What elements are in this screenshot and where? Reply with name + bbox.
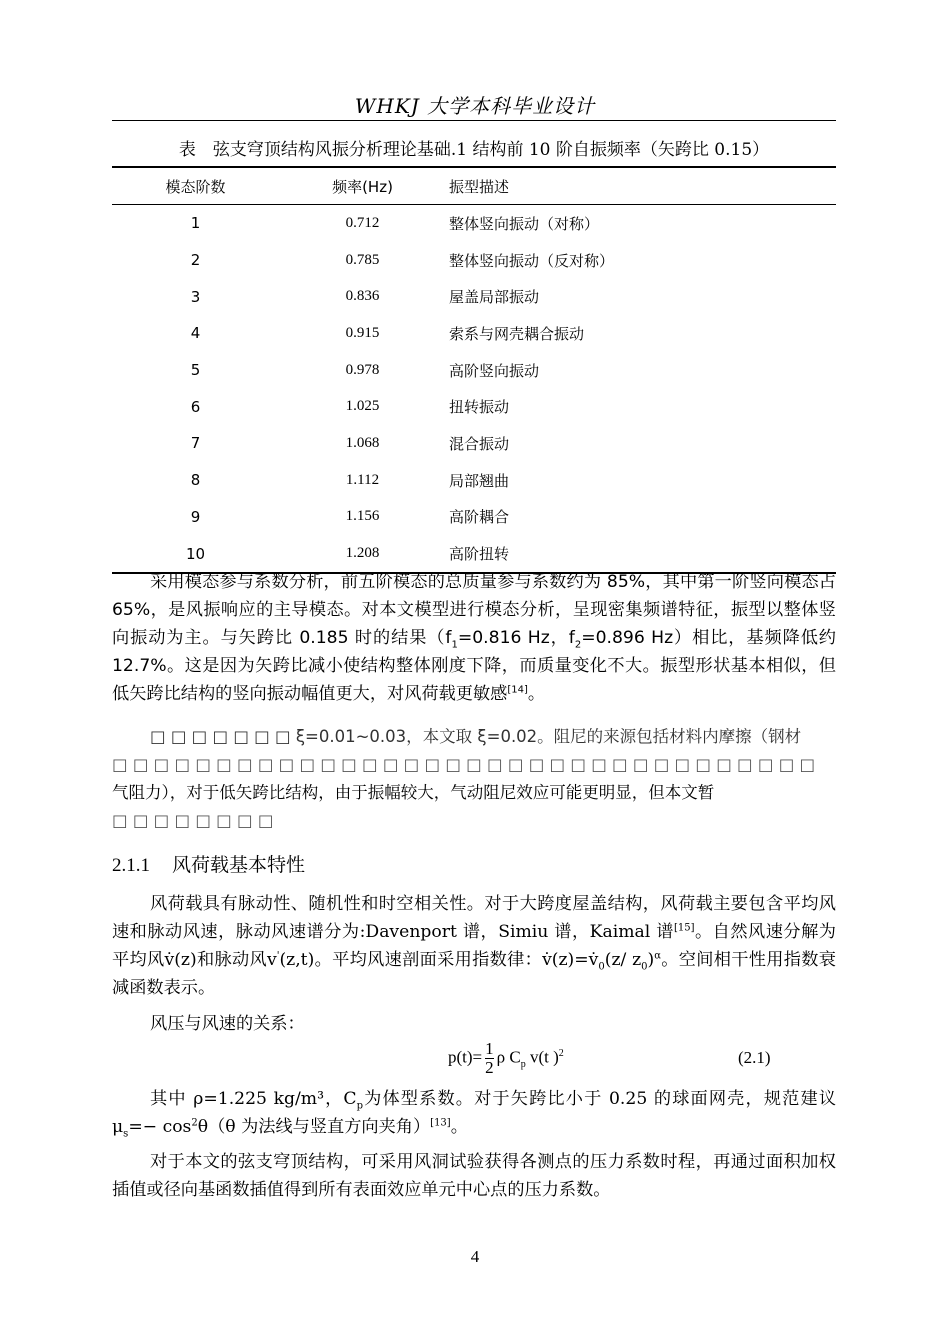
table-body <box>112 205 836 573</box>
subscript: p <box>520 1058 526 1070</box>
cell-mode: 7 <box>190 434 201 453</box>
cell-description: 整体竖向振动（对称） <box>449 214 600 233</box>
superscript: 2 <box>558 1047 564 1059</box>
section-number: 2.1.1 <box>112 855 150 876</box>
cell-frequency: 0.785 <box>345 251 380 268</box>
text-run: 采用模态参与系数分析，前五阶模态的总质量参与系数约为 85%，其中第一阶竖向模态占 65%，是风振响应的主导模态。对本文模型进行模态分析，呈现密集频谱特征，振型以整体竖向振动为主。与矢跨比 0.185 时的结果（f <box>112 572 836 648</box>
cell-frequency: 1.156 <box>345 508 380 525</box>
equation-2-1 <box>448 1040 564 1077</box>
page-header: WHKJ 大学本科毕业设计 <box>354 94 596 118</box>
cell-frequency: 0.836 <box>345 288 380 305</box>
table-row <box>112 388 836 425</box>
col-header-frequency: 频率(Hz) <box>332 177 393 196</box>
cell-mode: 6 <box>190 397 201 416</box>
citation: [14] <box>507 684 528 696</box>
text-run: =− cos <box>128 1117 192 1137</box>
cell-description: 混合振动 <box>449 434 510 453</box>
page-number: 4 <box>470 1247 480 1266</box>
header-rule <box>112 120 836 121</box>
table-caption: 表 弦支穹顶结构风振分析理论基础.1 结构前 10 阶自振频率（矢跨比 0.15） <box>178 140 770 160</box>
text-run: ) <box>647 950 655 970</box>
citation: [15] <box>673 922 695 934</box>
cell-description: 局部翘曲 <box>449 471 510 490</box>
cell-mode: 9 <box>190 507 201 526</box>
formula-lhs: p(t)= <box>448 1047 483 1067</box>
cell-mode: 1 <box>190 214 201 233</box>
cell-mode: 4 <box>190 324 201 343</box>
fraction-denominator: 2 <box>485 1058 494 1077</box>
text-run: =0.896 Hz）相比，基频降低约 12.7%。这是因为矢跨比减小使结构整体刚度下降，而质量变化不大。振型形状基本相似，但低矢跨比结构的竖向振动幅值更大，对风荷载更敏感 <box>112 628 836 704</box>
damping-line-4: □ □ □ □ □ □ □ □ <box>112 811 274 830</box>
frequency-table <box>112 166 836 574</box>
text-run: 风荷载具有脉动性、随机性和时空相关性。对于大跨度屋盖结构，风荷载主要包含平均风速和脉动风速，脉动风速谱分为:Davenport 谱，Simiu 谱，Kaimal 谱 <box>112 894 836 942</box>
cell-mode: 3 <box>190 287 201 306</box>
table-header-row <box>112 167 836 205</box>
prime-mark: ' <box>276 950 280 962</box>
paragraph-shape-coefficient <box>112 1085 836 1141</box>
cell-description: 索系与网壳耦合振动 <box>449 324 585 343</box>
fraction <box>485 1040 494 1077</box>
table-row <box>112 425 836 462</box>
text-run: 为体型系数。对于矢跨比小于 0.25 的球面网壳，规范建议 μ <box>112 1089 837 1137</box>
text-run: (z/ z <box>604 950 642 970</box>
paragraph-modal-analysis <box>112 568 836 708</box>
text-run: (z,t)。平均风速剖面采用指数律：v̇(z)=v̇ <box>279 950 599 970</box>
cell-mode: 10 <box>185 544 206 563</box>
cell-mode: 2 <box>190 251 201 270</box>
text-run: θ（θ 为法线与竖直方向夹角） <box>197 1117 431 1137</box>
table-row <box>112 499 836 536</box>
cell-frequency: 1.068 <box>345 434 380 451</box>
section-heading <box>112 850 305 877</box>
subscript: 0 <box>641 961 648 973</box>
superscript: α <box>654 950 661 962</box>
subscript: 1 <box>451 639 458 651</box>
cell-description: 扭转振动 <box>449 398 510 417</box>
equation-number: (2.1) <box>738 1048 771 1067</box>
text-run: 。空间相干性用指数衰减函数表示。 <box>112 950 836 998</box>
table-row <box>112 205 836 242</box>
paragraph-damping <box>112 723 836 835</box>
cell-description: 高阶竖向振动 <box>449 361 540 380</box>
table-row <box>112 315 836 352</box>
formula-term: v(t ) <box>525 1047 559 1067</box>
cell-frequency: 0.978 <box>345 361 380 378</box>
subscript: 2 <box>574 639 582 651</box>
citation: [13] <box>430 1117 451 1129</box>
subscript: s <box>123 1128 129 1140</box>
table-row <box>112 352 836 389</box>
table-row <box>112 462 836 499</box>
cell-frequency: 1.112 <box>345 471 380 488</box>
cell-mode: 5 <box>190 361 201 380</box>
cell-description: 屋盖局部振动 <box>449 288 540 307</box>
cell-mode: 8 <box>190 471 201 490</box>
cell-frequency: 1.208 <box>345 545 380 562</box>
cell-description: 整体竖向振动（反对称） <box>449 251 615 270</box>
cell-description: 高阶扭转 <box>449 545 510 564</box>
damping-line-2: □ □ □ □ □ □ □ □ □ □ □ □ □ □ □ □ □ □ □ □ □ □ □ □ □ □ □ □ □ □ □ □ □ □ <box>112 755 816 774</box>
table-row <box>112 278 836 315</box>
paragraph-wind-characteristics <box>112 890 836 1002</box>
section-title: 风荷载基本特性 <box>172 854 306 876</box>
table-row <box>112 242 836 279</box>
text-run: 其中 ρ=1.225 kg/m³，C <box>150 1089 357 1109</box>
cell-frequency: 1.025 <box>345 398 380 415</box>
col-header-mode: 模态阶数 <box>165 177 226 196</box>
text-run: 。 <box>450 1117 468 1137</box>
superscript: 2 <box>191 1117 198 1129</box>
damping-line-1: □ □ □ □ □ □ □ ξ=0.01~0.03，本文取 ξ=0.02。阻尼的来源包括材料内摩擦（钢材 <box>150 727 802 746</box>
subscript: 0 <box>598 961 605 973</box>
text-run: 。 <box>527 684 546 704</box>
damping-line-3: 气阻力），对于低矢跨比结构，由于振幅较大，气动阻尼效应可能更明显，但本文暂 <box>112 783 715 802</box>
cell-frequency: 0.712 <box>345 214 380 231</box>
subscript: p <box>356 1100 363 1112</box>
fraction-numerator: 1 <box>485 1039 494 1058</box>
text-run: 。自然风速分解为平均风v̇(z)和脉动风v <box>112 922 836 970</box>
cell-frequency: 0.915 <box>345 324 380 341</box>
paragraph-pressure-intro: 风压与风速的关系： <box>150 1014 305 1034</box>
cell-description: 高阶耦合 <box>449 508 510 527</box>
text-run: =0.816 Hz，f <box>457 628 575 648</box>
paragraph-wind-tunnel: 对于本文的弦支穹顶结构，可采用风洞试验获得各测点的压力系数时程，再通过面积加权插值或径向基函数插值得到所有表面效应单元中心点的压力系数。 <box>112 1152 836 1200</box>
col-header-description: 振型描述 <box>449 177 510 196</box>
formula-term: ρ C <box>496 1047 521 1067</box>
